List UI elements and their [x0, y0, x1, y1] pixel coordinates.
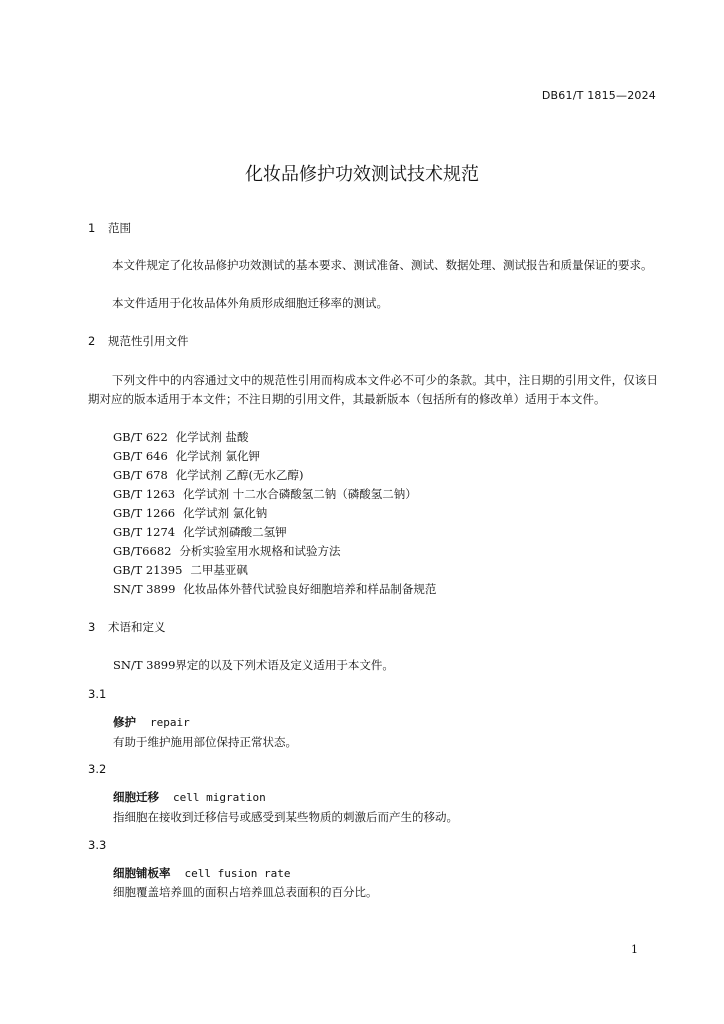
reference-name: 化学试剂 氯化钠	[183, 506, 268, 520]
section-title: 范围	[108, 221, 131, 235]
term-definition: 细胞覆盖培养皿的面积占培养皿总表面积的百分比。	[113, 885, 378, 899]
term-heading	[113, 789, 266, 805]
reference-name: 化学试剂 十二水合磷酸氢二钠（磷酸氢二钠）	[183, 487, 417, 501]
section-number: 1	[88, 221, 96, 235]
reference-item	[113, 429, 248, 445]
section-number: 3	[88, 620, 96, 634]
term-en: repair	[150, 716, 190, 729]
section-1-heading	[88, 220, 131, 236]
section-title: 规范性引用文件	[108, 334, 189, 348]
reference-item	[113, 505, 267, 521]
reference-name: 分析实验室用水规格和试验方法	[179, 544, 341, 558]
term-en: cell fusion rate	[184, 867, 291, 880]
reference-item	[113, 524, 287, 540]
reference-name: 化学试剂 盐酸	[175, 430, 249, 444]
reference-code: GB/T 1263	[113, 487, 176, 501]
term-cn: 细胞迁移	[113, 790, 159, 804]
document-title: 化妆品修护功效测试技术规范	[245, 164, 479, 185]
reference-name: 化学试剂磷酸二氢钾	[183, 525, 287, 539]
section-3-heading	[88, 619, 166, 635]
term-number: 3.1	[88, 687, 107, 701]
section-2-heading	[88, 333, 189, 349]
term-heading	[113, 865, 290, 881]
reference-name: 二甲基亚砜	[190, 563, 248, 577]
reference-code: GB/T 678	[113, 468, 168, 482]
reference-code: GB/T 622	[113, 430, 168, 444]
page-number: 1	[631, 943, 638, 956]
reference-name: 化学试剂 乙醇(无水乙醇)	[175, 468, 304, 482]
reference-code: GB/T 1266	[113, 506, 176, 520]
section-title: 术语和定义	[108, 620, 166, 634]
reference-code: GB/T 21395	[113, 563, 183, 577]
term-cn: 修护	[113, 715, 136, 729]
reference-item	[113, 486, 417, 502]
reference-item	[113, 467, 303, 483]
term-heading	[113, 714, 190, 730]
reference-name: 化学试剂 氯化钾	[175, 449, 260, 463]
reference-code: GB/T 646	[113, 449, 168, 463]
reference-name: 化妆品体外替代试验良好细胞培养和样品制备规范	[183, 582, 437, 596]
reference-item	[113, 543, 340, 559]
document-code: DB61/T 1815—2024	[541, 89, 656, 102]
reference-code: GB/T 1274	[113, 525, 176, 539]
reference-item	[113, 448, 260, 464]
reference-code: SN/T 3899	[113, 582, 176, 596]
reference-code: GB/T6682	[113, 544, 172, 558]
term-number: 3.2	[88, 762, 107, 776]
reference-item	[113, 562, 248, 578]
reference-item	[113, 581, 436, 597]
scope-paragraph-2: 本文件适用于化妆品体外角质形成细胞迁移率的测试。	[112, 296, 388, 310]
section-number: 2	[88, 334, 96, 348]
term-definition: 有助于维护施用部位保持正常状态。	[113, 735, 297, 749]
term-number: 3.3	[88, 838, 107, 852]
term-definition: 指细胞在接收到迁移信号或感受到某些物质的刺激后而产生的移动。	[113, 810, 458, 824]
scope-paragraph-1: 本文件规定了化妆品修护功效测试的基本要求、测试准备、测试、数据处理、测试报告和质量保证的要求。	[112, 258, 653, 272]
references-intro: 下列文件中的内容通过文中的规范性引用而构成本文件必不可少的条款。其中，注日期的引用文件，仅该日期对应的版本适用于本文件；不注日期的引用文件，其最新版本（包括所有的修改单）适用于本文件。	[88, 373, 658, 406]
terms-intro: SN/T 3899界定的以及下列术语及定义适用于本文件。	[113, 658, 394, 672]
term-en: cell migration	[173, 791, 266, 804]
term-cn: 细胞铺板率	[113, 866, 171, 880]
